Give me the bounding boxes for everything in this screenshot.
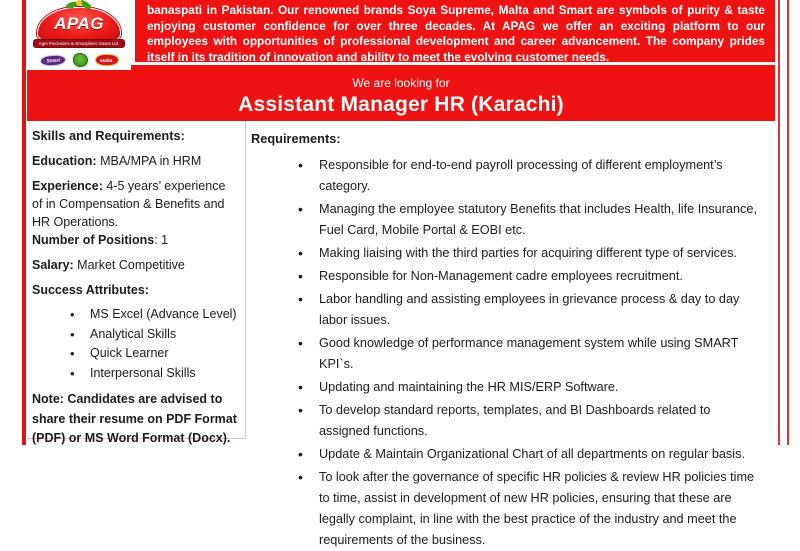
apag-logo — [35, 1, 123, 49]
list-item: • Managing the employee statutory Benefits that includes Health, life Insurance, Fuel Card, Mobile Portal & EOBI etc. — [251, 199, 763, 241]
list-item: • Update & Maintain Organizational Chart of all departments on regular basis. — [251, 444, 763, 465]
list-item: • Quick Learner — [32, 344, 239, 364]
list-item: • To look after the governance of specific HR policies & review HR policies time to time, assist in development of new HR policies, ensuring that these are legally complaint, in line with the best practice of the industry and meet the requirements of the business. — [251, 467, 763, 551]
positions-value: : 1 — [154, 233, 169, 247]
job-title-band — [27, 65, 775, 121]
company-logo-cell — [27, 0, 131, 70]
trademark-mark: TM — [114, 11, 122, 17]
page-title: Assistant Manager HR (Karachi) — [238, 93, 564, 116]
list-item: • To develop standard reports, templates, and BI Dashboards related to assigned functions. — [251, 400, 763, 442]
salary-value: Market Competitive — [73, 258, 185, 272]
list-item: • Interpersonal Skills — [32, 364, 239, 384]
education-line — [32, 152, 239, 170]
list-item: • Good knowledge of performance management system while using SMART KPI`s. — [251, 333, 763, 375]
success-attributes-list — [32, 305, 239, 383]
smart-brand-logo — [39, 54, 66, 67]
salary-line — [32, 256, 239, 274]
positions-line — [32, 231, 239, 249]
skills-heading: Skills and Requirements: — [32, 128, 185, 143]
smart-brand-label: Smart — [45, 56, 60, 64]
right-frame-border-outer — [778, 0, 780, 445]
list-item: • Updating and maintaining the HR MIS/ERP Software. — [251, 377, 763, 398]
apag-tagline-ribbon — [33, 39, 125, 48]
list-item: • Labor handling and assisting employees in grievance process & day to day labor issues. — [251, 289, 763, 331]
success-attributes-heading: Success Attributes: — [32, 283, 149, 297]
list-item: • Responsible for end-to-end payroll processing of different employment’s category. — [251, 155, 763, 197]
malta-brand-label: Malta — [100, 57, 113, 63]
malta-brand-logo — [95, 54, 119, 66]
company-description-banner: banaspati in Pakistan. Our renowned brands Soya Supreme, Malta and Smart are symbols of purity & taste enjoying customer confidence for over three decades. At APAG we offer an exciting platform to our employees with opportunities of professional development and career advancement. The company prides itself in its tradition of innovation and ability to meet the evolving customer needs. — [135, 0, 775, 62]
skills-column — [27, 121, 246, 445]
positions-label: Number of Positions — [32, 233, 155, 247]
list-item: • Analytical Skills — [32, 325, 239, 345]
requirements-list — [251, 155, 763, 551]
education-label: Education: — [32, 154, 97, 168]
salary-label: Salary: — [32, 258, 74, 272]
leaf-icon — [64, 0, 94, 9]
education-value: MBA/MPA in HRM — [96, 154, 202, 168]
list-item: • Making liaising with the third parties for acquiring different type of services. — [251, 243, 763, 264]
list-item: • MS Excel (Advance Level) — [32, 305, 239, 325]
apag-logo-dome — [37, 7, 121, 41]
apag-brand-text: APAG — [54, 14, 104, 33]
experience-value: 4-5 years’ experience of in Compensation & Benefits and HR Operations. — [32, 179, 226, 229]
sub-brand-logos — [27, 53, 131, 67]
eyebrow-text: We are looking for — [352, 76, 450, 90]
experience-label: Experience: — [32, 179, 103, 193]
apag-tagline: Agro Processors & Atmospheric Gases Ltd. — [39, 41, 119, 46]
right-frame-border-inner — [787, 0, 789, 445]
requirements-heading: Requirements: — [251, 131, 341, 146]
resume-format-note: Note: Candidates are advised to share their resume on PDF Format (PDF) or MS Word Format (Docx). — [32, 392, 237, 445]
list-item: • Responsible for Non-Management cadre employees recruitment. — [251, 266, 763, 287]
soya-supreme-brand-logo — [73, 53, 88, 67]
experience-line — [32, 177, 239, 231]
requirements-column — [247, 121, 775, 547]
left-frame-border — [22, 0, 26, 445]
